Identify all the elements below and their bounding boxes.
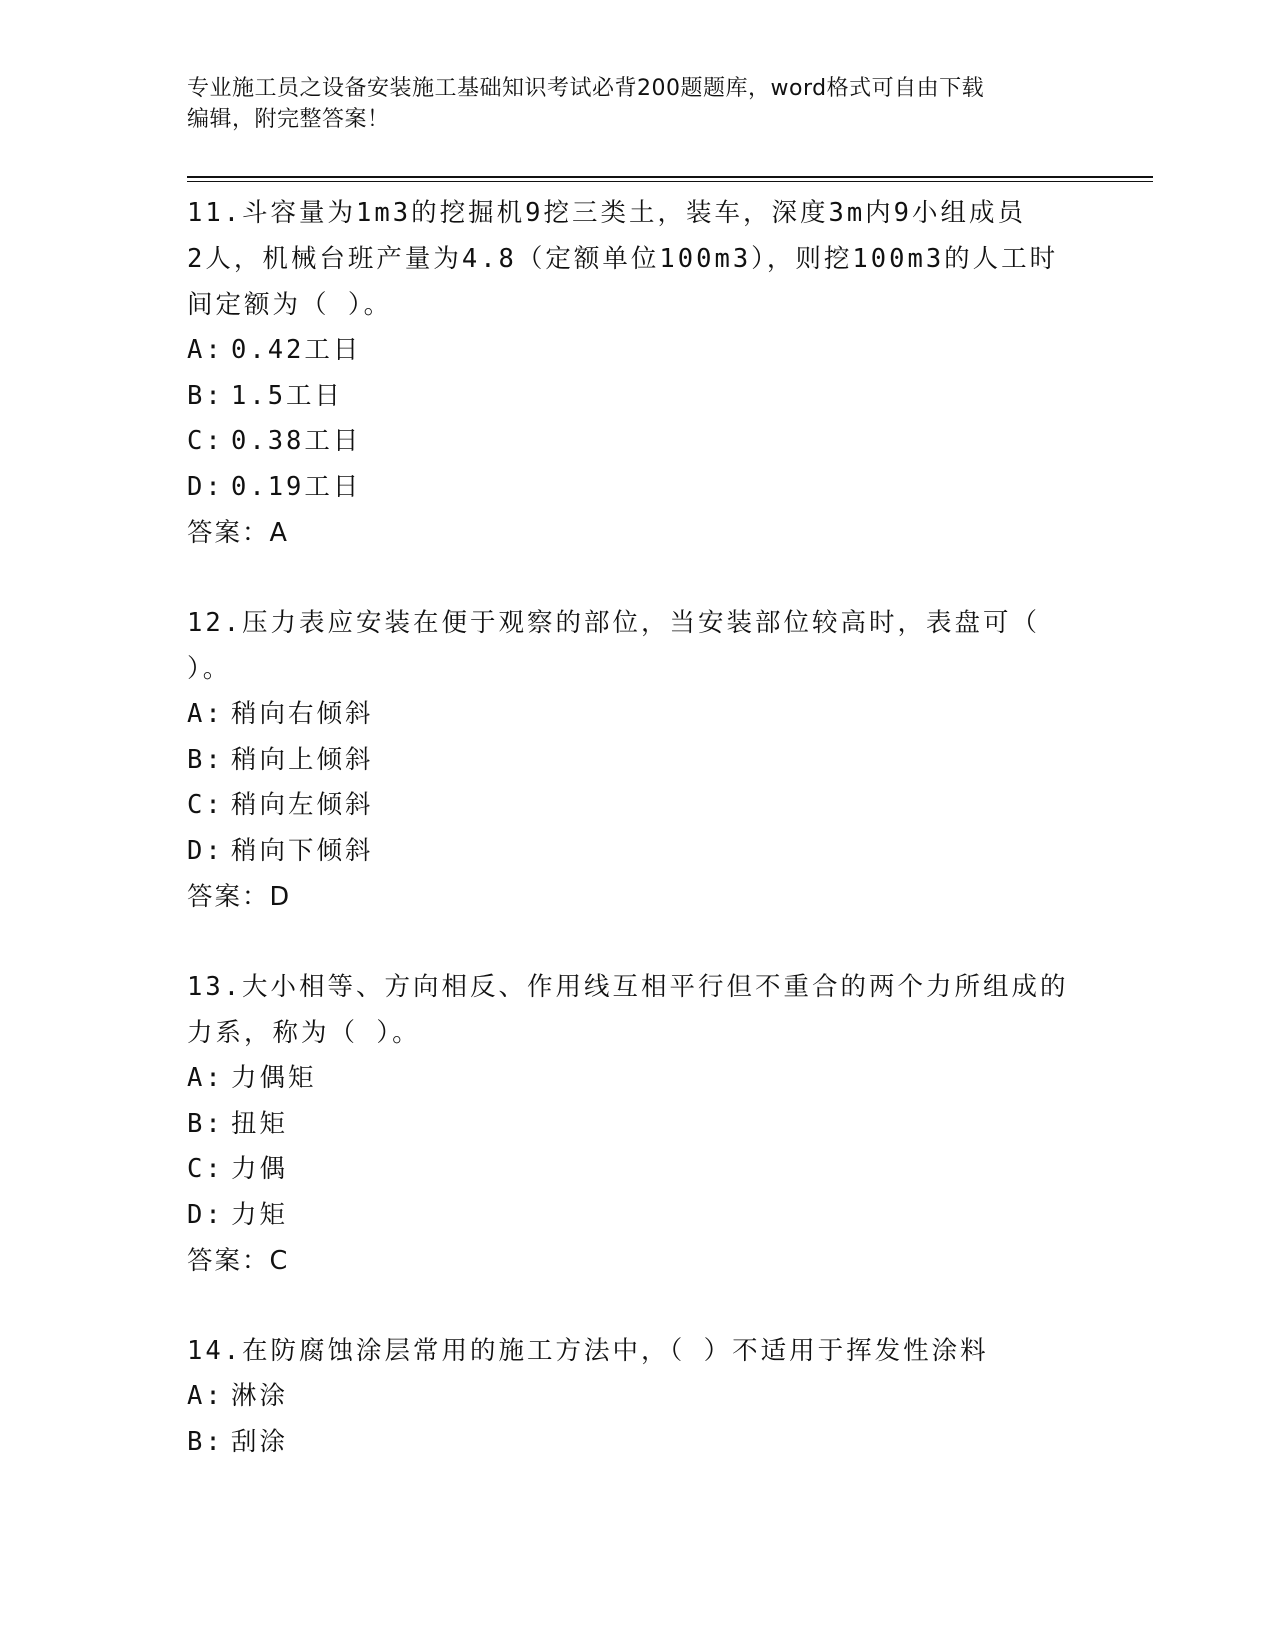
option-key: C:: [187, 1154, 224, 1184]
question-stem-line: ）。: [187, 654, 232, 684]
option-b: [187, 1102, 1087, 1148]
option-text: 0.42工日: [231, 335, 362, 365]
option-b: [187, 374, 1087, 420]
question-list: [187, 190, 1087, 1465]
question-11: [187, 190, 1087, 556]
option-key: C:: [187, 790, 224, 820]
option-text: 力矩: [231, 1199, 289, 1230]
option-d: [187, 829, 1087, 875]
answer-line: 答案：D: [187, 882, 292, 912]
option-key: B:: [187, 744, 224, 775]
question-12: [187, 600, 1087, 920]
question-stem-line: 12.压力表应安装在便于观察的部位，当安装部位较高时，表盘可（: [187, 608, 1041, 638]
header-divider-thick: [187, 176, 1153, 178]
header-title-line-2: 编辑，附完整答案！: [187, 107, 390, 132]
question-spacer: [187, 1284, 1087, 1328]
header-title-line-1: 专业施工员之设备安装施工基础知识考试必背200题题库，word格式可自由下载: [187, 76, 985, 101]
option-key: D:: [187, 835, 224, 866]
option-text: 0.38工日: [231, 426, 362, 456]
option-text: 力偶矩: [231, 1063, 317, 1093]
option-text: 扭矩: [231, 1108, 289, 1139]
option-a: [187, 1056, 1087, 1102]
question-14: [187, 1328, 1087, 1465]
option-text: 力偶: [231, 1154, 289, 1184]
option-b: [187, 1420, 1087, 1466]
option-c: [187, 783, 1087, 829]
option-key: B:: [187, 380, 224, 411]
option-text: 稍向右倾斜: [231, 699, 374, 729]
option-key: A:: [187, 699, 224, 729]
option-key: C:: [187, 426, 224, 456]
question-spacer: [187, 920, 1087, 964]
option-text: 稍向上倾斜: [231, 744, 374, 775]
option-a: [187, 328, 1087, 374]
document-header: [187, 73, 1067, 135]
option-b: [187, 738, 1087, 784]
option-c: [187, 419, 1087, 465]
answer-line: 答案：A: [187, 518, 289, 548]
question-stem-line: 11.斗容量为1m3的挖掘机9挖三类土，装车，深度3m内9小组成员: [187, 198, 1027, 228]
option-text: 1.5工日: [231, 380, 344, 411]
option-text: 淋涂: [231, 1381, 289, 1411]
option-key: A:: [187, 1381, 224, 1411]
question-stem-line: 13.大小相等、方向相反、作用线互相平行但不重合的两个力所组成的: [187, 972, 1069, 1002]
option-a: [187, 1374, 1087, 1420]
option-key: A:: [187, 1063, 224, 1093]
option-key: A:: [187, 335, 224, 365]
question-stem-line: 2人，机械台班产量为4.8（定额单位100m3），则挖100m3的人工时: [187, 244, 1059, 274]
option-text: 稍向左倾斜: [231, 790, 374, 820]
question-stem-line: 14.在防腐蚀涂层常用的施工方法中，（ ）不适用于挥发性涂料: [187, 1336, 989, 1366]
option-key: D:: [187, 471, 224, 502]
option-c: [187, 1147, 1087, 1193]
option-text: 0.19工日: [231, 471, 362, 502]
option-key: D:: [187, 1199, 224, 1230]
option-a: [187, 692, 1087, 738]
question-13: [187, 964, 1087, 1284]
question-stem-line: 力系，称为（ ）。: [187, 1018, 421, 1048]
question-spacer: [187, 556, 1087, 600]
option-key: B:: [187, 1108, 224, 1139]
option-d: [187, 1193, 1087, 1239]
header-divider-thin: [187, 181, 1153, 182]
option-text: 稍向下倾斜: [231, 835, 374, 866]
question-stem-line: 间定额为（ ）。: [187, 290, 393, 320]
option-key: B:: [187, 1426, 224, 1457]
option-d: [187, 465, 1087, 511]
option-text: 刮涂: [231, 1426, 289, 1457]
answer-line: 答案：C: [187, 1246, 290, 1276]
